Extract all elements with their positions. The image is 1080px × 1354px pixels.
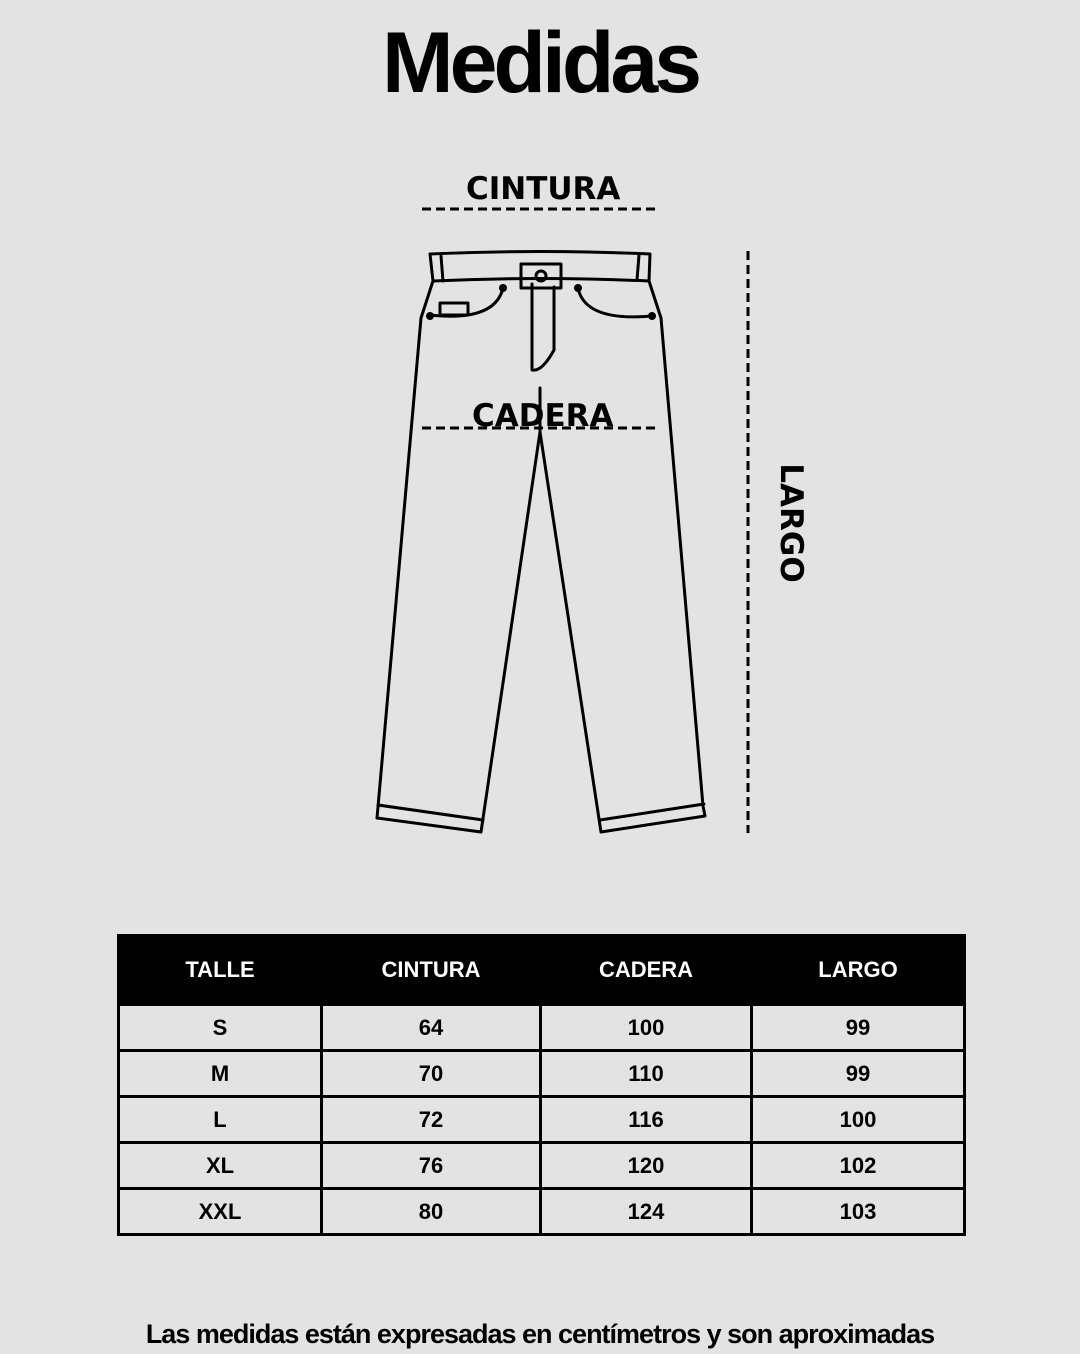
cell-cintura: 76 [322,1143,541,1189]
table-row [119,1051,965,1097]
table-row [119,1143,965,1189]
table-row [119,1005,965,1051]
cell-cintura: 80 [322,1189,541,1235]
cell-talle: XL [119,1143,322,1189]
waist-label: CINTURA [466,171,621,207]
table-header-row [119,936,965,1005]
cell-cadera: 124 [541,1189,752,1235]
cell-cadera: 110 [541,1051,752,1097]
cell-largo: 99 [752,1051,965,1097]
cell-largo: 102 [752,1143,965,1189]
cell-cadera: 116 [541,1097,752,1143]
cell-talle: L [119,1097,322,1143]
size-table [117,934,966,1236]
header-talle: TALLE [119,936,322,1005]
cell-cadera: 120 [541,1143,752,1189]
table-row [119,1097,965,1143]
header-cadera: CADERA [541,936,752,1005]
cell-talle: XXL [119,1189,322,1235]
footnote: Las medidas están expresadas en centímetros y son aproximadas [145,1319,935,1349]
cell-talle: M [119,1051,322,1097]
cell-cintura: 70 [322,1051,541,1097]
page-title: Medidas [381,15,699,111]
header-cintura: CINTURA [322,936,541,1005]
cell-cintura: 72 [322,1097,541,1143]
cell-cadera: 100 [541,1005,752,1051]
hip-label: CADERA [472,398,614,434]
cell-largo: 99 [752,1005,965,1051]
cell-talle: S [119,1005,322,1051]
header-largo: LARGO [752,936,965,1005]
length-label: LARGO [773,463,809,583]
cell-largo: 100 [752,1097,965,1143]
table-row [119,1189,965,1235]
cell-cintura: 64 [322,1005,541,1051]
cell-largo: 103 [752,1189,965,1235]
